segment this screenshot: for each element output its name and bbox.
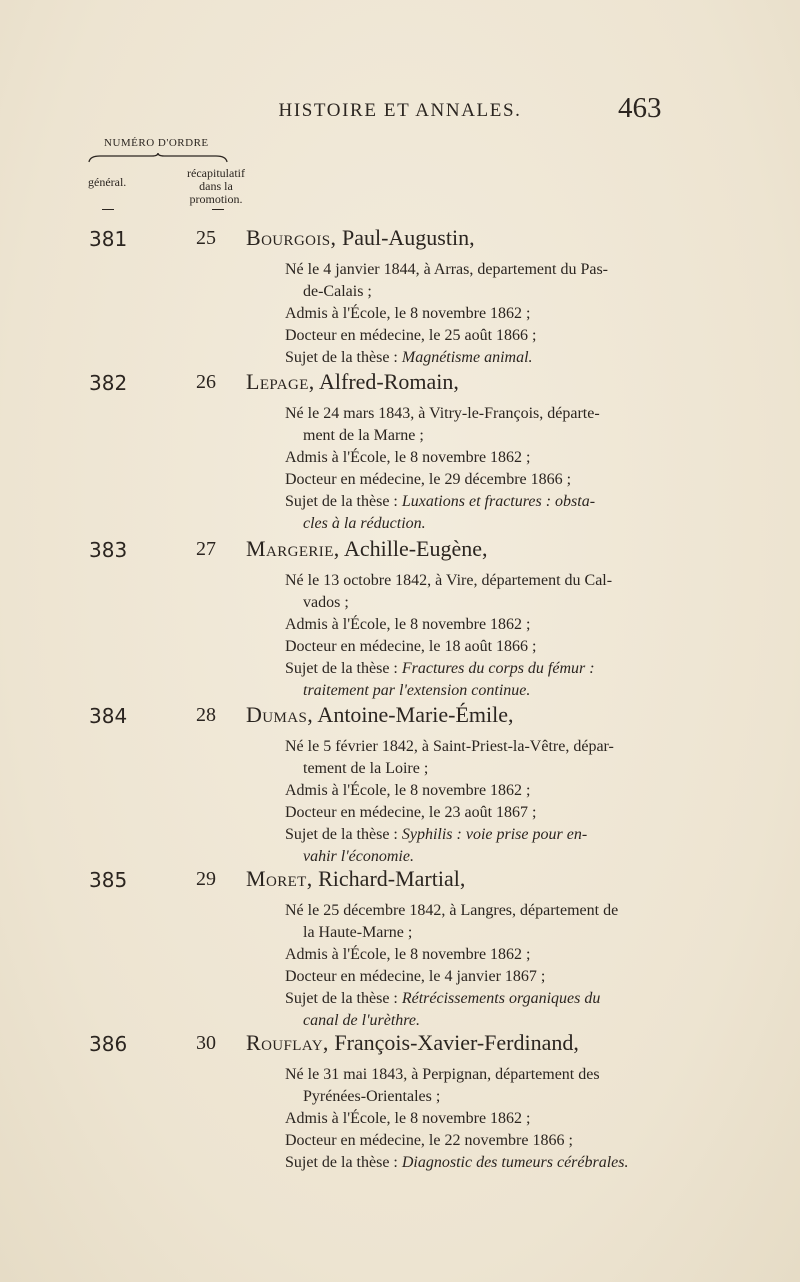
- thesis-prefix: Sujet de la thèse :: [285, 990, 402, 1007]
- admission-line: Admis à l'École, le 8 novembre 1862 ;: [285, 782, 531, 799]
- thesis-line: [285, 1152, 705, 1174]
- thesis-line: [285, 988, 705, 1010]
- header-brace: [88, 153, 228, 163]
- recap-line: dans la: [199, 179, 233, 193]
- admission-line: Admis à l'École, le 8 novembre 1862 ;: [285, 449, 531, 466]
- admission-line: Admis à l'École, le 8 novembre 1862 ;: [285, 616, 531, 633]
- column-rule: [212, 209, 224, 210]
- thesis-line: [285, 347, 705, 369]
- recap-line: récapitulatif: [187, 166, 245, 180]
- given-names: Paul-Augustin,: [336, 225, 475, 250]
- general-number: 385: [89, 868, 128, 892]
- promotion-number: 27: [196, 538, 216, 560]
- surname: Lepage,: [246, 369, 315, 394]
- entry-name: [246, 536, 488, 562]
- column-header-recap: [176, 167, 256, 206]
- column-header-general: général.: [88, 175, 127, 189]
- doctorate-line: Docteur en médecine, le 29 décembre 1866 ;: [285, 471, 572, 488]
- given-names: François-Xavier-Ferdinand,: [328, 1030, 579, 1055]
- thesis-line-cont: [285, 1010, 705, 1032]
- thesis-title: Syphilis : voie prise pour en-: [401, 826, 588, 843]
- entry-body: [285, 570, 705, 702]
- thesis-line-cont: [285, 680, 705, 702]
- column-header-title: NUMÉRO D'ORDRE: [104, 137, 209, 149]
- birth-line: Né le 13 octobre 1842, à Vire, département du Cal-: [285, 572, 613, 589]
- thesis-line-cont: [285, 846, 705, 868]
- thesis-line: [285, 491, 705, 513]
- thesis-title-cont: cles à la réduction.: [303, 515, 426, 532]
- birth-line-cont: la Haute-Marne ;: [303, 924, 413, 941]
- column-rule: [102, 209, 114, 210]
- entry-body: [285, 403, 705, 535]
- thesis-title-cont: vahir l'économie.: [303, 848, 414, 865]
- birth-line: Né le 24 mars 1843, à Vitry-le-François, départe-: [285, 405, 600, 422]
- birth-line-cont: tement de la Loire ;: [303, 760, 429, 777]
- thesis-prefix: Sujet de la thèse :: [285, 493, 402, 510]
- birth-line: Né le 5 février 1842, à Saint-Priest-la-Vêtre, dépar-: [285, 738, 614, 755]
- thesis-title-cont: traitement par l'extension continue.: [303, 682, 531, 699]
- birth-line-cont: vados ;: [303, 594, 349, 611]
- general-number: 386: [89, 1032, 128, 1056]
- given-names: Antoine-Marie-Émile,: [313, 702, 514, 727]
- general-number: 384: [89, 704, 128, 728]
- thesis-title: Magnétisme animal.: [401, 349, 533, 366]
- thesis-line: [285, 658, 705, 680]
- thesis-line-cont: [285, 513, 705, 535]
- entry-name: [246, 702, 514, 728]
- doctorate-line: Docteur en médecine, le 4 janvier 1867 ;: [285, 968, 546, 985]
- thesis-title: Fractures du corps du fémur :: [401, 660, 595, 677]
- promotion-number: 26: [196, 371, 216, 393]
- thesis-title: Diagnostic des tumeurs cérébrales.: [401, 1154, 629, 1171]
- given-names: Alfred-Romain,: [314, 369, 459, 394]
- birth-line: Né le 31 mai 1843, à Perpignan, département des: [285, 1066, 600, 1083]
- general-number: 382: [89, 371, 128, 395]
- thesis-title: Luxations et fractures : obsta-: [401, 493, 596, 510]
- given-names: Achille-Eugène,: [339, 536, 488, 561]
- thesis-title: Rétrécissements organiques du: [401, 990, 601, 1007]
- page-number: 463: [618, 92, 662, 124]
- entry-body: [285, 736, 705, 868]
- entry-name: [246, 1030, 579, 1056]
- doctorate-line: Docteur en médecine, le 25 août 1866 ;: [285, 327, 537, 344]
- thesis-prefix: Sujet de la thèse :: [285, 349, 402, 366]
- admission-line: Admis à l'École, le 8 novembre 1862 ;: [285, 305, 531, 322]
- doctorate-line: Docteur en médecine, le 23 août 1867 ;: [285, 804, 537, 821]
- birth-line-cont: ment de la Marne ;: [303, 427, 424, 444]
- promotion-number: 28: [196, 704, 216, 726]
- promotion-number: 30: [196, 1032, 216, 1054]
- thesis-prefix: Sujet de la thèse :: [285, 826, 402, 843]
- admission-line: Admis à l'École, le 8 novembre 1862 ;: [285, 946, 531, 963]
- given-names: Richard-Martial,: [312, 866, 466, 891]
- entry-name: [246, 225, 475, 251]
- surname: Bourgois,: [246, 225, 337, 250]
- surname: Dumas,: [246, 702, 314, 727]
- thesis-title-cont: canal de l'urèthre.: [303, 1012, 421, 1029]
- entry-name: [246, 369, 459, 395]
- entry-body: [285, 1064, 705, 1174]
- recap-line: promotion.: [189, 192, 243, 206]
- thesis-prefix: Sujet de la thèse :: [285, 660, 402, 677]
- promotion-number: 25: [196, 227, 216, 249]
- entry-name: [246, 866, 465, 892]
- promotion-number: 29: [196, 868, 216, 890]
- birth-line-cont: de-Calais ;: [303, 283, 372, 300]
- running-title: HISTOIRE ET ANNALES.: [278, 100, 522, 121]
- doctorate-line: Docteur en médecine, le 18 août 1866 ;: [285, 638, 537, 655]
- surname: Margerie,: [246, 536, 340, 561]
- general-number: 383: [89, 538, 128, 562]
- thesis-prefix: Sujet de la thèse :: [285, 1154, 402, 1171]
- surname: Moret,: [246, 866, 313, 891]
- entry-body: [285, 900, 705, 1032]
- birth-line-cont: Pyrénées-Orientales ;: [303, 1088, 441, 1105]
- birth-line: Né le 4 janvier 1844, à Arras, departement du Pas-: [285, 261, 609, 278]
- birth-line: Né le 25 décembre 1842, à Langres, département de: [285, 902, 619, 919]
- surname: Rouflay,: [246, 1030, 329, 1055]
- general-number: 381: [89, 227, 128, 251]
- entry-body: [285, 259, 705, 369]
- doctorate-line: Docteur en médecine, le 22 novembre 1866 ;: [285, 1132, 573, 1149]
- thesis-line: [285, 824, 705, 846]
- admission-line: Admis à l'École, le 8 novembre 1862 ;: [285, 1110, 531, 1127]
